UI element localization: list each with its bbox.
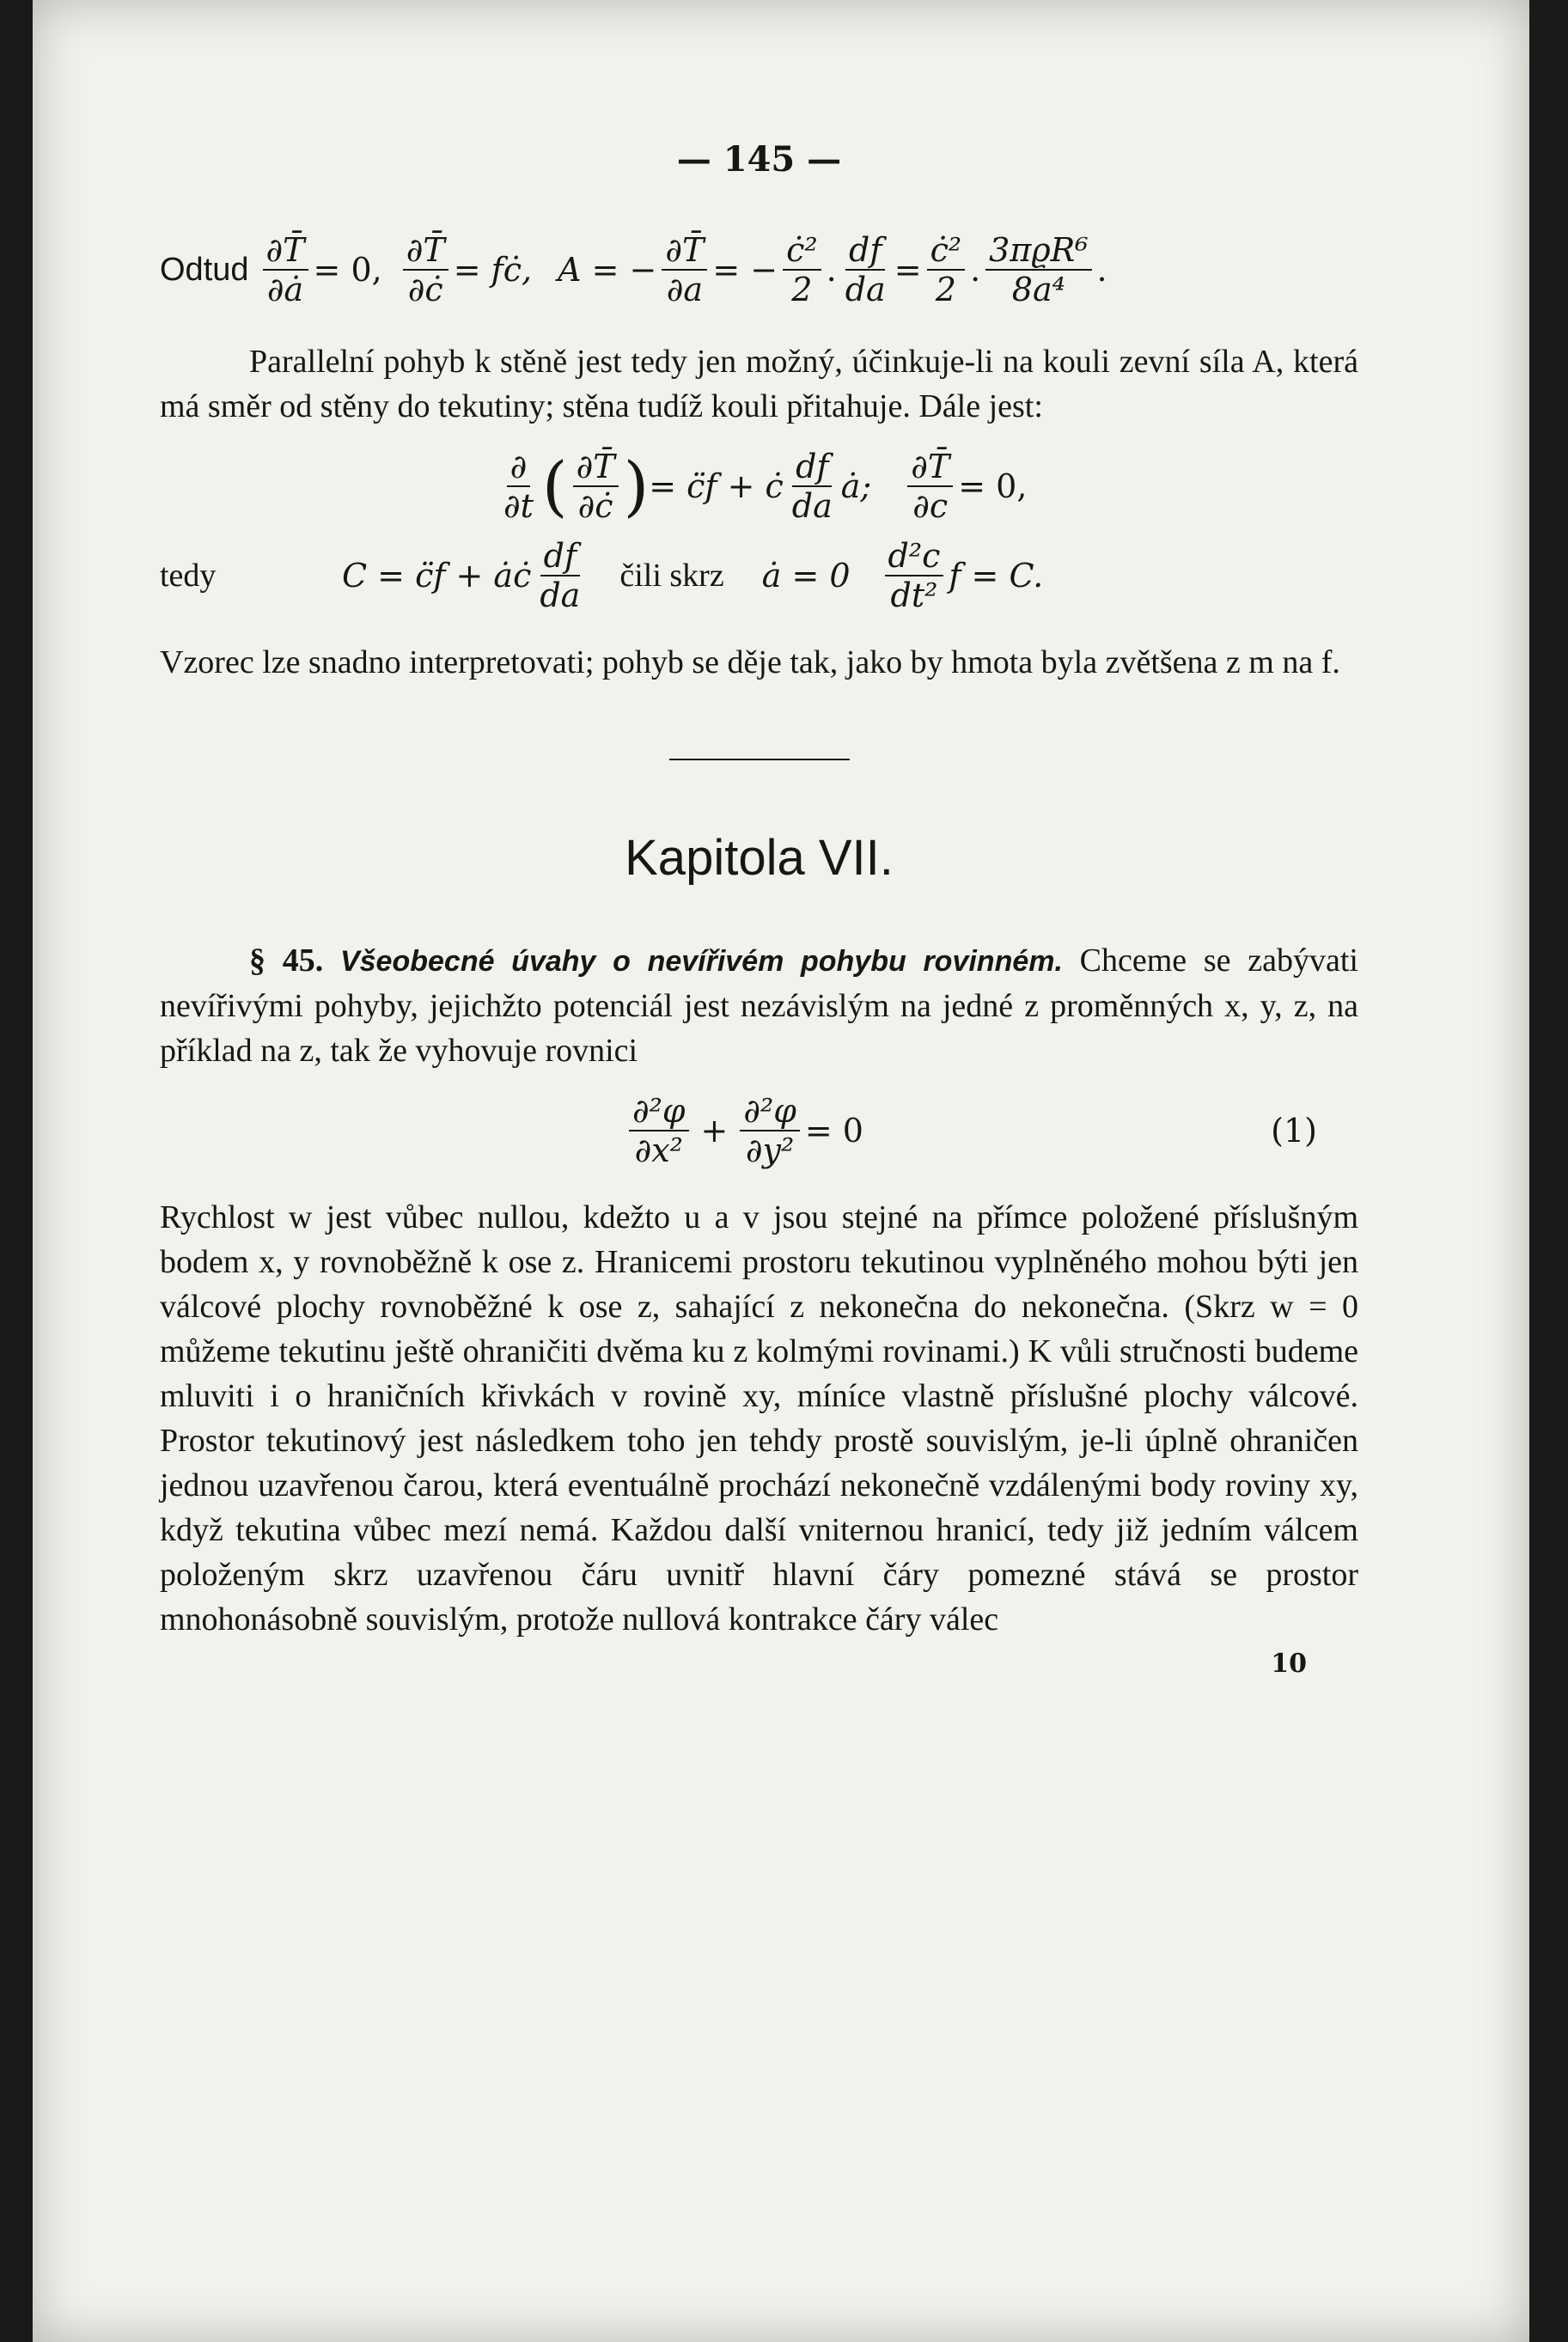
fraction: $\frac{\partial}{\partial t}$ bbox=[503, 448, 534, 525]
section-number: § 45. bbox=[249, 942, 324, 979]
equation-text: = − bbox=[712, 251, 778, 289]
fraction: $\frac{df}{da}$ bbox=[791, 448, 833, 525]
equation-text: = c̈f + ċ bbox=[649, 467, 784, 505]
fraction: $\frac{\text{d²c}}{\text{dt²}}$ bbox=[885, 537, 944, 614]
equation-text: ȧ; bbox=[840, 467, 872, 505]
fraction: $\frac{df}{da}$ bbox=[845, 231, 886, 308]
section-title: Všeobecné úvahy o nevířivém pohybu rovinném. bbox=[339, 945, 1063, 978]
equation-text: = 0, bbox=[313, 251, 382, 289]
fraction: $\frac{\text{∂²φ}}{\text{∂y²}}$ bbox=[740, 1092, 800, 1169]
equation-text: = 0 bbox=[804, 1112, 863, 1150]
equation-number: (1) bbox=[1271, 1112, 1317, 1150]
equation-text: + bbox=[700, 1112, 729, 1150]
equation-3 bbox=[160, 537, 1358, 614]
fraction: $\frac{\text{ċ²}}{2}$ bbox=[783, 231, 821, 308]
fraction: $\frac{df}{da}$ bbox=[540, 537, 581, 614]
page bbox=[33, 0, 1529, 2342]
section-text: Chceme se zabývati nevířivými pohyby, jejichžto potenciál jest nezávislým na jedné z proměnných x, y, z, na příklad na z, tak že vyhovuje rovnici bbox=[160, 942, 1358, 1069]
paragraph-1: Parallelní pohyb k stěně jest tedy jen možný, účinkuje-li na kouli zevní síla A, která má směr od stěny do tekutiny; stěna tudíž kouli přitahuje. Dále jest: bbox=[160, 344, 1358, 424]
equation-text: = bbox=[894, 251, 922, 289]
fraction: $\frac{\text{ċ²}}{2}$ bbox=[927, 231, 966, 308]
page-number: — 145 — bbox=[676, 139, 842, 180]
equation-2 bbox=[495, 448, 1358, 525]
chapter-title: Kapitola VII. bbox=[625, 830, 894, 886]
paren-open: ( bbox=[541, 448, 568, 524]
fraction: $\frac{\partial T̄}{\partial c}$ bbox=[907, 448, 953, 525]
fraction: $\frac{\text{∂²φ}}{\text{∂x²}}$ bbox=[629, 1092, 689, 1169]
page-content bbox=[160, 129, 1358, 1679]
equation-text: čili skrz bbox=[619, 558, 724, 594]
fraction: $\frac{\partial T̄}{\partial a}$ bbox=[662, 231, 707, 308]
fraction: $\frac{\text{3πϱR⁶}}{\text{8a⁴}}$ bbox=[985, 231, 1091, 308]
equation-text: = 0, bbox=[958, 467, 1028, 505]
equation-1 bbox=[160, 231, 1358, 308]
fraction: $\frac{\partial T̄}{\partial ċ}$ bbox=[403, 231, 448, 308]
equation-text: C = c̈f + ȧċ bbox=[342, 557, 532, 595]
fraction: $\frac{\partial T̄}{\partial ċ}$ bbox=[573, 448, 619, 525]
equation-4 bbox=[160, 1092, 1358, 1169]
section-heading bbox=[160, 938, 1358, 1073]
equation-text: = fċ, bbox=[453, 251, 533, 289]
equation-text: ȧ = 0 bbox=[761, 557, 851, 595]
equation-text: f = C. bbox=[949, 557, 1044, 595]
paragraph-2: Vzorec lze snadno interpretovati; pohyb se děje tak, jako by hmota byla zvětšena z m na f. bbox=[160, 644, 1340, 680]
equation-text: . bbox=[826, 251, 837, 289]
footer-number: 10 bbox=[1271, 1649, 1307, 1679]
fraction: $\frac{\partial T̄}{\partial ȧ}$ bbox=[263, 231, 308, 308]
equation-label: tedy bbox=[160, 558, 217, 594]
equation-text: A = − bbox=[558, 251, 657, 289]
equation-text: . bbox=[970, 251, 981, 289]
equation-label: Odtud bbox=[160, 251, 249, 288]
equation-text: . bbox=[1096, 251, 1107, 289]
section-divider bbox=[669, 759, 850, 760]
paragraph-3: Rychlost w jest vůbec nullou, kdežto u a v jsou stejné na přímce položené příslušným bodem x, y rovnoběžně k ose z. Hranicemi prostoru tekutinou vyplněného mohou býti jen válcové plochy rovnoběžné k ose z, sahající z nekonečna do nekonečna. (Skrz w = 0 můžeme tekutinu ještě ohraničiti dvěma ku z kolmými rovinami.) K vůli stručnosti budeme mluviti i o hraničních křivkách v rovině xy, míníce vlastně příslušné plochy válcové. Prostor tekutinový jest následkem toho jen tehdy prostě souvislým, je-li úplně ohraničen jednou uzavřenou čarou, která eventuálně prochází nekonečně vzdálenými body roviny xy, když tekutina vůbec mezí nemá. Každou další vniternou hranicí, tedy již jedním válcem položeným skrz uzavřenou čáru uvnitř hlavní čáry pomezné stává se prostor mnohonásobně souvislým, protože nullová kontrakce čáry válec bbox=[160, 1199, 1358, 1638]
paren-close: ) bbox=[623, 448, 650, 524]
